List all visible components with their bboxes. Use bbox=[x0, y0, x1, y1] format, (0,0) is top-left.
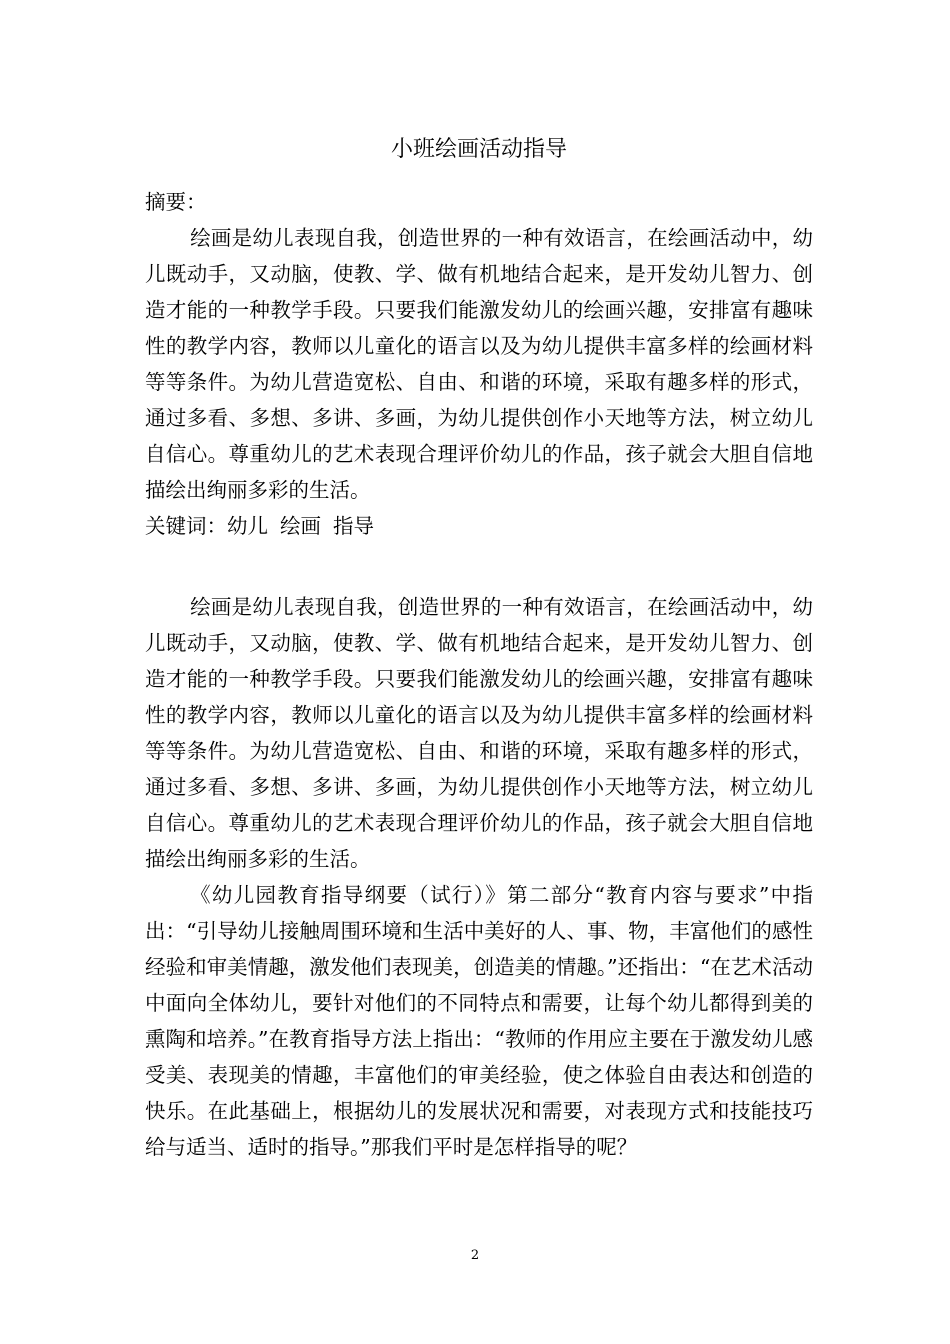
body-paragraph-2: 《幼儿园教育指导纲要（试行）》第二部分“教育内容与要求”中指出：“引导幼儿接触周围环境和生活中美好的人、事、物，丰富他们的感性经验和审美情趣，激发他们表现美，创造美的情趣。”还指出：“在艺术活动中面向全体幼儿，要针对他们的不同特点和需要，让每个幼儿都得到美的熏陶和培养。”在教育指导方法上指出：“教师的作用应主要在于激发幼儿感受美、表现美的情趣，丰富他们的审美经验，使之体验自由表达和创造的快乐。在此基础上，根据幼儿的发展状况和需要，对表现方式和技能技巧给与适当、适时的指导。”那我们平时是怎样指导的呢？ bbox=[145, 883, 813, 1159]
body-section bbox=[145, 589, 813, 1165]
keyword-2: 绘画 bbox=[280, 514, 321, 538]
keywords-line bbox=[145, 508, 813, 544]
abstract-label: 摘要： bbox=[145, 190, 207, 214]
document-title: 小班绘画活动指导 bbox=[390, 137, 567, 162]
keyword-3: 指导 bbox=[333, 514, 374, 538]
page-number: 2 bbox=[470, 1248, 480, 1263]
keywords-label: 关键词： bbox=[145, 514, 227, 538]
abstract-text: 绘画是幼儿表现自我，创造世界的一种有效语言，在绘画活动中，幼儿既动手，又动脑，使教、学、做有机地结合起来，是开发幼儿智力、创造才能的一种教学手段。只要我们能激发幼儿的绘画兴趣，安排富有趣味性的教学内容，教师以儿童化的语言以及为幼儿提供丰富多样的绘画材料等等条件。为幼儿营造宽松、自由、和谐的环境，采取有趣多样的形式，通过多看、多想、多讲、多画，为幼儿提供创作小天地等方法，树立幼儿自信心。尊重幼儿的艺术表现合理评价幼儿的作品，孩子就会大胆自信地描绘出绚丽多彩的生活。 bbox=[145, 226, 813, 502]
keyword-1: 幼儿 bbox=[227, 514, 268, 538]
abstract-section bbox=[145, 184, 813, 544]
body-paragraph-1: 绘画是幼儿表现自我，创造世界的一种有效语言，在绘画活动中，幼儿既动手，又动脑，使教、学、做有机地结合起来，是开发幼儿智力、创造才能的一种教学手段。只要我们能激发幼儿的绘画兴趣，安排富有趣味性的教学内容，教师以儿童化的语言以及为幼儿提供丰富多样的绘画材料等等条件。为幼儿营造宽松、自由、和谐的环境，采取有趣多样的形式，通过多看、多想、多讲、多画，为幼儿提供创作小天地等方法，树立幼儿自信心。尊重幼儿的艺术表现合理评价幼儿的作品，孩子就会大胆自信地描绘出绚丽多彩的生活。 bbox=[145, 595, 813, 871]
